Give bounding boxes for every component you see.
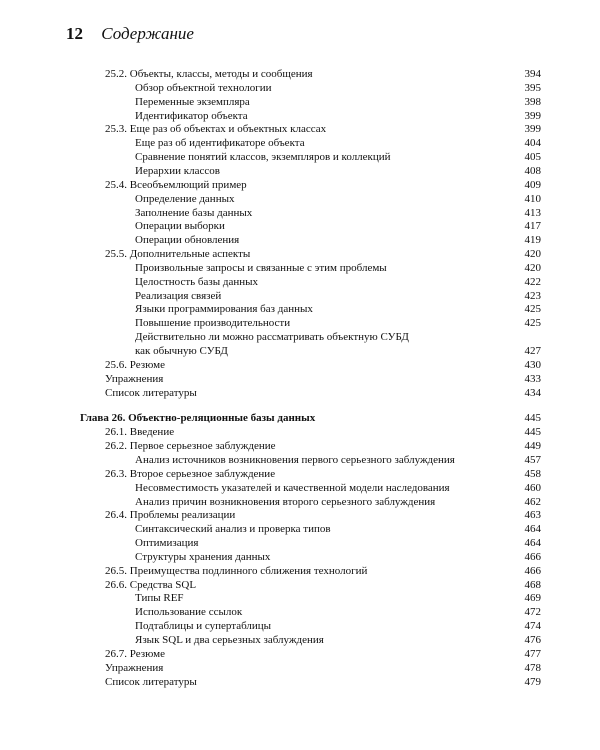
- toc-entry: [0, 289, 600, 303]
- toc-entry-page: 460: [524, 481, 541, 494]
- toc-entry: [0, 467, 600, 481]
- toc-entry: [0, 564, 600, 578]
- toc-entry-title: 26.7. Резюме: [105, 647, 166, 660]
- toc-entry-page: 474: [524, 620, 541, 633]
- toc-entry: [0, 261, 600, 275]
- toc-entry-page: 463: [524, 509, 541, 522]
- toc-entry-title: Несовместимость указателей и качественной модели наследования: [135, 481, 450, 494]
- toc-entry-page: 425: [524, 317, 541, 330]
- toc-entry-title: 26.1. Введение: [105, 426, 175, 439]
- toc-entry-title: как обычную СУБД: [135, 345, 228, 357]
- toc-entry: [0, 150, 600, 164]
- toc-entry-title: 25.4. Всеобъемлющий пример: [105, 178, 247, 191]
- toc-entry-page: 413: [524, 206, 541, 219]
- toc-entry-title: Сравнение понятий классов, экземпляров и коллекций: [135, 151, 391, 164]
- toc-entry-title: Подтаблицы и супертаблицы: [135, 620, 272, 633]
- toc-entry-page: 477: [524, 647, 541, 660]
- toc-entry-page: 445: [524, 426, 541, 439]
- toc-entry: [0, 578, 600, 592]
- toc-entry: [0, 675, 600, 689]
- toc-entry-title: Упражнения: [105, 661, 164, 674]
- toc-entry-page: 479: [524, 675, 541, 688]
- toc-entry-title: 25.2. Объекты, классы, методы и сообщения: [105, 68, 313, 80]
- toc-entry-title: Использование ссылок: [135, 606, 243, 619]
- toc-entry-title: Список литературы: [105, 675, 197, 688]
- toc-entry-page: 427: [524, 345, 541, 357]
- toc-entry-title: Еще раз об идентификаторе объекта: [135, 137, 305, 150]
- toc-entry-title: Анализ источников возникновения первого серьезного заблуждения: [135, 453, 455, 466]
- toc-entry-title: Повышение производительности: [135, 317, 291, 330]
- toc-entry-page: 395: [524, 81, 541, 94]
- toc-entry-title: Реализация связей: [135, 289, 222, 302]
- toc-entry-page: 398: [524, 95, 541, 108]
- toc-entry: [0, 425, 600, 439]
- toc-entry-page: 458: [524, 467, 541, 480]
- toc-entry-title: Анализ причин возникновения второго серьезного заблуждения: [135, 495, 436, 508]
- toc-entry-title: Синтаксический анализ и проверка типов: [135, 523, 331, 536]
- toc-entry: [0, 136, 600, 150]
- toc-entry-page: 399: [524, 109, 541, 122]
- toc-entry-page: 423: [524, 289, 541, 302]
- toc-entry: [0, 192, 600, 206]
- toc-entry: [0, 522, 600, 536]
- toc-entry: [0, 495, 600, 509]
- toc-entry: [0, 95, 600, 109]
- toc-entry-page: 409: [524, 178, 541, 191]
- toc-entry-page: 464: [524, 523, 541, 536]
- toc-entry: [0, 453, 600, 467]
- toc-entry: [0, 233, 600, 247]
- toc-entry: [0, 109, 600, 123]
- toc-entry-page: 420: [524, 261, 541, 274]
- toc-entry-page: 433: [524, 372, 541, 385]
- toc-entry-page: 449: [524, 440, 541, 453]
- toc-entry: [0, 619, 600, 633]
- toc-entry: [0, 302, 600, 316]
- toc-entry: [0, 661, 600, 675]
- toc-entry-title: Типы REF: [135, 592, 184, 605]
- toc-entry: [0, 206, 600, 220]
- page-number: 12: [66, 24, 83, 43]
- toc-entry-page: 394: [524, 68, 541, 80]
- toc-entry-title: 26.2. Первое серьезное заблуждение: [105, 440, 276, 453]
- toc-entry: [0, 591, 600, 605]
- toc-entry-page: 466: [524, 564, 541, 577]
- toc-entry-page: 476: [524, 634, 541, 646]
- toc-entry-page: 445: [524, 412, 541, 425]
- toc-entry-page: 425: [524, 303, 541, 316]
- toc-entry-title: Структуры хранения данных: [135, 550, 271, 563]
- toc-entry-page: 420: [524, 248, 541, 260]
- toc-entry-title: Операции выборки: [135, 220, 225, 233]
- toc-entry-page: 472: [524, 606, 541, 619]
- toc-entry-page: 430: [524, 358, 541, 371]
- toc-entry: [0, 81, 600, 95]
- toc-entry-page: 469: [524, 592, 541, 605]
- toc-entry-title: 25.3. Еще раз об объектах и объектных классах: [105, 123, 327, 136]
- toc-entry-title: Операции обновления: [135, 234, 240, 247]
- toc-entry-page: 462: [524, 495, 541, 508]
- toc-entry-title: 26.4. Проблемы реализации: [105, 509, 236, 522]
- toc-entry-title: Действительно ли можно рассматривать объектную СУБД: [135, 331, 409, 344]
- toc-entry-page: 399: [524, 123, 541, 136]
- toc-entry: [0, 358, 600, 372]
- toc-entry-title: 26.5. Преимущества подлинного сближения технологий: [105, 564, 368, 577]
- toc-entry: [0, 178, 600, 192]
- toc-entry-page: 464: [524, 537, 541, 549]
- toc-entry-page: 478: [524, 661, 541, 674]
- toc-entry-title: 26.3. Второе серьезное заблуждение: [105, 467, 276, 480]
- toc-entry-title: Идентификатор объекта: [135, 109, 248, 122]
- toc-entry-title: Язык SQL и два серьезных заблуждения: [135, 634, 324, 646]
- toc-entry: [0, 481, 600, 495]
- toc-entry: [0, 605, 600, 619]
- toc-entry-page: 408: [524, 164, 541, 177]
- toc-entry: [0, 330, 600, 344]
- toc-entry-title: Список литературы: [105, 386, 197, 399]
- toc-entry: [0, 275, 600, 289]
- toc-entry-title: Переменные экземпляра: [135, 95, 250, 108]
- toc-entry-title: 25.5. Дополнительные аспекты: [105, 248, 251, 260]
- toc-entry: [0, 122, 600, 136]
- toc-entry-title: Целостность базы данных: [135, 275, 259, 288]
- toc-entry-page: 417: [524, 220, 541, 233]
- toc-entry: [0, 386, 600, 400]
- toc-entry-title: Упражнения: [105, 372, 164, 385]
- toc-entry: [0, 219, 600, 233]
- toc-entry-title: Заполнение базы данных: [135, 206, 253, 219]
- toc-entry-page: 457: [524, 453, 541, 466]
- toc-entry: [0, 536, 600, 550]
- toc-entry-page: 466: [524, 550, 541, 563]
- toc-entry-title: Иерархии классов: [135, 164, 220, 177]
- toc-entry-page: 468: [524, 578, 541, 591]
- toc-entry-page: 404: [524, 137, 541, 150]
- toc-entry: [0, 316, 600, 330]
- toc-chapter-entry: [0, 411, 600, 425]
- page-title: Содержание: [101, 24, 194, 43]
- toc-entry-page: 419: [524, 234, 541, 247]
- toc-entry: [0, 439, 600, 453]
- toc-entry-page: 422: [524, 275, 541, 288]
- toc-entry-title: Произвольные запросы и связанные с этим проблемы: [135, 261, 387, 274]
- toc-entry-title: Оптимизация: [135, 537, 199, 549]
- toc-entry: [0, 344, 600, 358]
- toc-entry-title: Обзор объектной технологии: [135, 81, 272, 94]
- toc-entry-title: 25.6. Резюме: [105, 358, 166, 371]
- toc-entry: [0, 164, 600, 178]
- page-header: [66, 24, 194, 44]
- toc-entry: [0, 67, 600, 81]
- toc-entry: [0, 372, 600, 386]
- toc-entry: [0, 247, 600, 261]
- toc-entry-page: 405: [524, 151, 541, 164]
- toc-entry: [0, 550, 600, 564]
- toc-entry-title: Определение данных: [135, 192, 235, 205]
- toc-entry-title: Глава 26. Объектно-реляционные базы данных: [80, 412, 316, 425]
- toc-entry: [0, 647, 600, 661]
- toc-entry-page: 434: [524, 386, 541, 399]
- toc-entry-title: 26.6. Средства SQL: [105, 578, 197, 591]
- toc-entry: [0, 633, 600, 647]
- toc-entry-page: 410: [524, 192, 541, 205]
- toc-entry-title: Языки программирования баз данных: [135, 303, 313, 316]
- toc-entry: [0, 508, 600, 522]
